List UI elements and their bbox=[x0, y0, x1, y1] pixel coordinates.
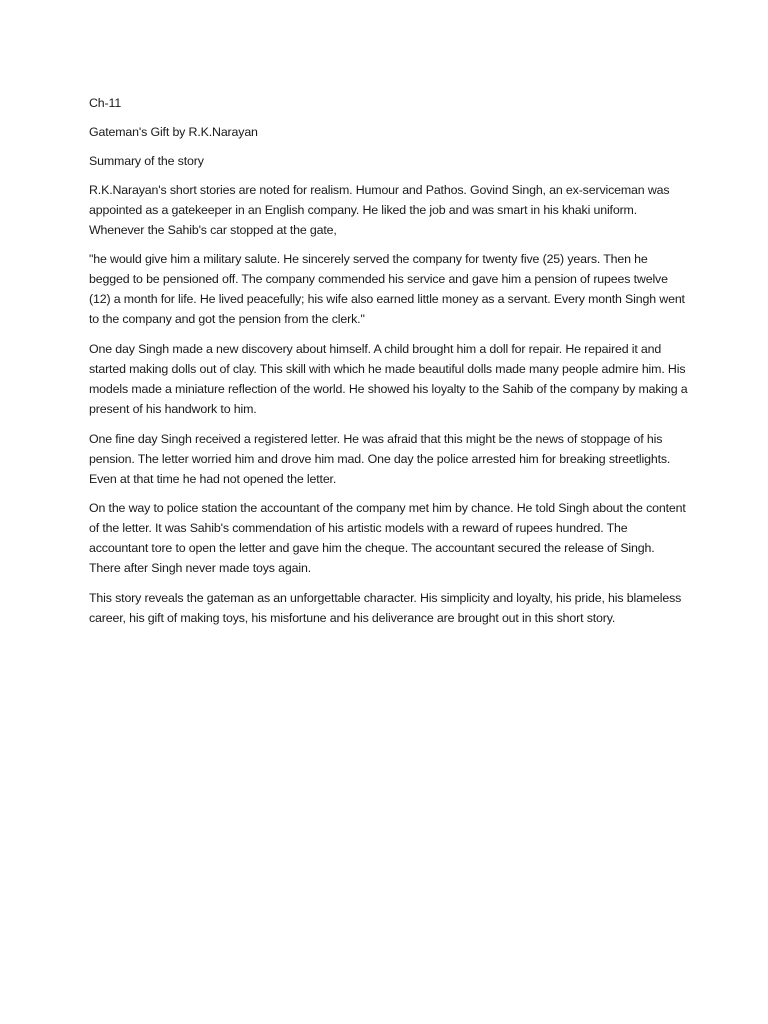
paragraph-intro: R.K.Narayan's short stories are noted for realism. Humour and Pathos. Govind Singh, an ex-serviceman was appointed as a gatekeeper in an English company. He liked the job and was smart in his khaki uniform. Whenever the Sahib's car stopped at the gate, bbox=[89, 182, 670, 237]
paragraph-letter: One fine day Singh received a registered letter. He was afraid that this might be the news of stoppage of his pension. The letter worried him and drove him mad. One day the police arrested him for breaking streetlights. Even at that time he had not opened the letter. bbox=[89, 431, 671, 486]
document-body bbox=[89, 94, 689, 639]
paragraph-quote: "he would give him a military salute. He sincerely served the company for twenty five (25) years. Then he begged to be pensioned off. The company commended his service and gave him a pension of rupees twelve (12) a month for life. He lived peacefully; his wife also earned little money as a servant. Every month Singh went to the company and got the pension from the clerk." bbox=[89, 252, 685, 327]
paragraph-accountant: On the way to police station the accountant of the company met him by chance. He told Singh about the content of the letter. It was Sahib's commendation of his artistic models with a reward of rupees hundred. The accountant tore to open the letter and gave him the cheque. The accountant secured the release of Singh. There after Singh never made toys again. bbox=[89, 501, 686, 576]
story-title: Gateman's Gift by R.K.Narayan bbox=[89, 124, 258, 139]
summary-heading: Summary of the story bbox=[89, 153, 204, 168]
chapter-label: Ch-11 bbox=[89, 96, 122, 110]
paragraph-conclusion: This story reveals the gateman as an unforgettable character. His simplicity and loyalty, his pride, his blameless career, his gift of making toys, his misfortune and his deliverance are brought out in this short story. bbox=[89, 591, 682, 625]
paragraph-discovery: One day Singh made a new discovery about himself. A child brought him a doll for repair. He repaired it and started making dolls out of clay. This skill with which he made beautiful dolls made many people admire him. His models made a miniature reflection of the world. He showed his loyalty to the Sahib of the company by making a present of his handwork to him. bbox=[89, 342, 688, 416]
